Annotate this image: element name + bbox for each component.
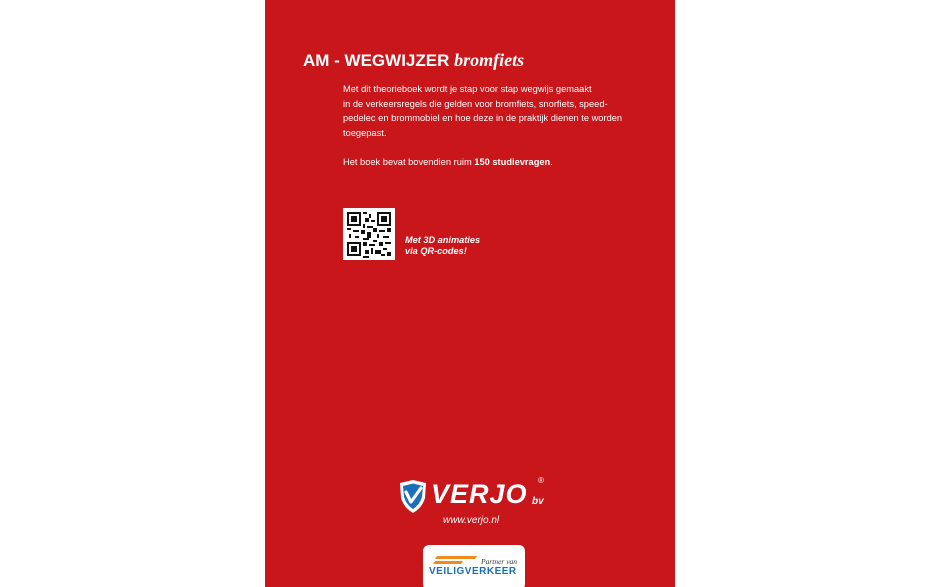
publisher-logo-text: VERJO (431, 479, 528, 509)
book-title (303, 50, 524, 71)
description-paragraph (343, 82, 653, 140)
title-subtitle: bromfiets (454, 50, 525, 70)
publisher-logo-suffix: bv (532, 496, 544, 507)
study-questions-post: . (550, 157, 553, 167)
qr-note (405, 235, 480, 257)
description-line: in de verkeersregels die gelden voor bromfiets, snorfiets, speed- (343, 98, 608, 109)
study-questions-paragraph (343, 155, 653, 170)
qr-code-icon[interactable] (343, 208, 395, 260)
qr-note-line: Met 3D animaties (405, 235, 481, 245)
description-line: pedelec en brommobiel en hoe deze in de praktijk dienen te worden (343, 113, 623, 123)
qr-code-graphic (343, 208, 395, 260)
book-back-cover (265, 0, 675, 587)
registered-mark: ® (538, 476, 544, 485)
study-questions-pre: Het boek bevat bovendien ruim (343, 157, 475, 167)
study-questions-count: 150 studievragen (474, 157, 551, 167)
partner-badge (423, 545, 525, 587)
description-line: Met dit theorieboek wordt je stap voor stap wegwijs gemaakt (343, 84, 592, 94)
qr-note-line: via QR-codes! (405, 246, 467, 256)
partner-label: Partner van (481, 557, 518, 566)
title-main: AM - WEGWIJZER (303, 51, 450, 70)
partner-name: VEILIGVERKEER (429, 566, 517, 577)
shield-icon (398, 480, 428, 514)
publisher-logo (398, 476, 558, 516)
description-line: toegepast. (343, 127, 387, 138)
publisher-url[interactable]: www.verjo.nl (443, 515, 500, 526)
